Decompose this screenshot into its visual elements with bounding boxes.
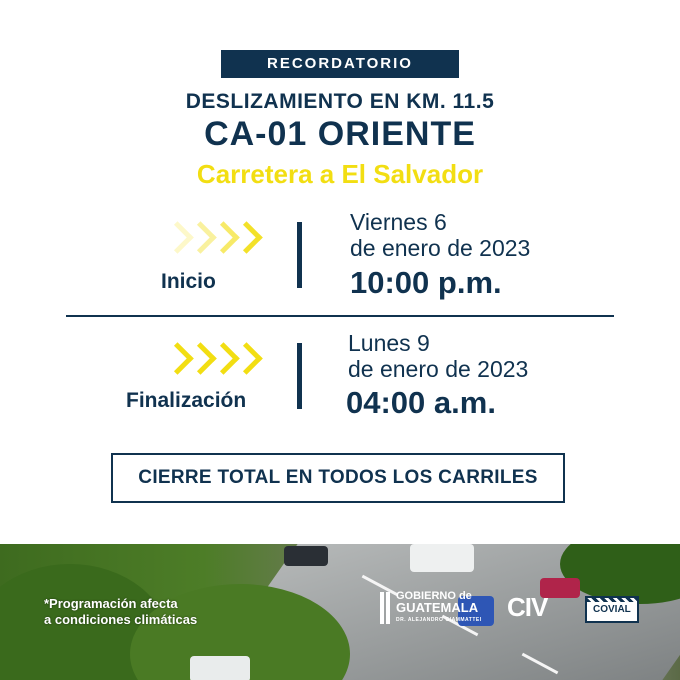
weather-note-line1: *Programación afecta [44, 596, 178, 611]
road-name: CA-01 ORIENTE [204, 115, 476, 153]
end-time: 04:00 a.m. [346, 385, 496, 420]
logo-gov-line1: GOBIERNO de [396, 590, 472, 602]
flag-icon [380, 592, 390, 624]
logo-gov-line2: GUATEMALA [396, 600, 479, 615]
vehicle [284, 546, 328, 566]
end-date-month: de enero de 2023 [348, 356, 529, 382]
vehicle [410, 544, 474, 572]
reminder-badge: RECORDATORIO [221, 50, 459, 78]
logo-gov-line3: DR. ALEJANDRO GIAMMATTEI [396, 617, 482, 623]
gobierno-guatemala-logo [380, 590, 482, 626]
end-date-day: Lunes 9 [348, 330, 430, 356]
weather-note [44, 596, 197, 628]
vehicle [190, 656, 250, 680]
incident-title: DESLIZAMIENTO EN KM. 11.5 [185, 90, 495, 113]
civ-logo: CIV [507, 592, 548, 622]
start-date-day: Viernes 6 [350, 209, 447, 235]
road-subtitle: Carretera a El Salvador [196, 159, 484, 189]
closure-notice: CIERRE TOTAL EN TODOS LOS CARRILES [111, 453, 565, 503]
end-label: Finalización [126, 389, 247, 412]
chevron-arrows-icon [166, 226, 256, 249]
start-time: 10:00 p.m. [350, 265, 502, 300]
start-separator [297, 222, 302, 288]
start-label: Inicio [161, 270, 216, 293]
section-divider [66, 315, 614, 317]
covial-logo [585, 596, 639, 623]
chevron-arrows-icon [166, 347, 256, 370]
weather-note-line2: a condiciones climáticas [44, 612, 198, 627]
start-date-month: de enero de 2023 [350, 235, 531, 261]
covial-logo-text: COVIAL [593, 604, 631, 615]
end-separator [297, 343, 302, 409]
